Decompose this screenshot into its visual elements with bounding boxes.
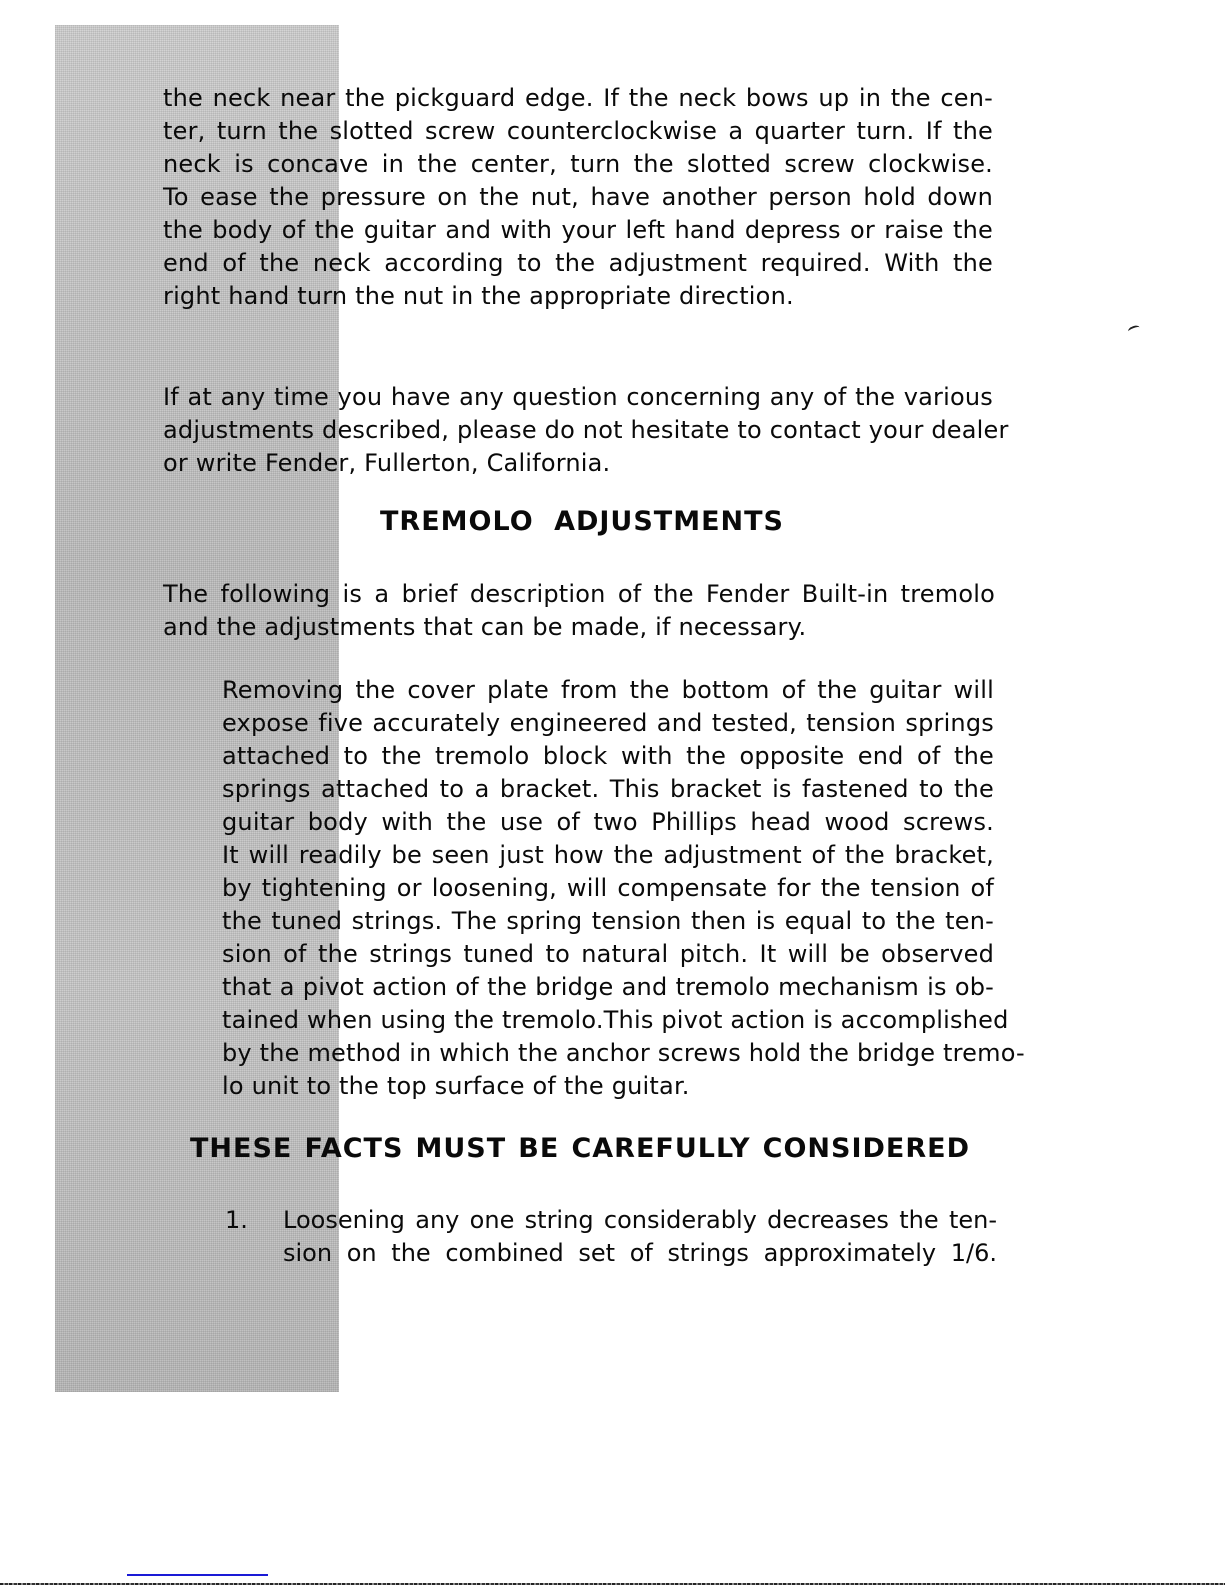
- text-line: springs attached to a bracket. This bracket is fastened to the: [222, 775, 994, 803]
- text-line: or write Fender, Fullerton, California.: [163, 449, 611, 477]
- text-line: right hand turn the nut in the appropriate direction.: [163, 282, 794, 310]
- paragraph-tremolo-springs: [222, 674, 1025, 1103]
- text-line: expose five accurately engineered and tested, tension springs: [222, 709, 994, 737]
- text-line: and the adjustments that can be made, if necessary.: [163, 613, 807, 641]
- text-line: end of the neck according to the adjustment required. With the: [163, 249, 993, 277]
- text-line: The following is a brief description of the Fender Built-in tremolo: [163, 580, 995, 608]
- text-line: the tuned strings. The spring tension then is equal to the ten-: [222, 907, 994, 935]
- stray-pen-mark: [1127, 324, 1141, 335]
- paragraph-neck-adjustment: [163, 82, 993, 313]
- text-line: Loosening any one string considerably decreases the ten-: [283, 1206, 997, 1234]
- text-line: the neck near the pickguard edge. If the neck bows up in the cen-: [163, 84, 993, 112]
- text-line: It will readily be seen just how the adjustment of the bracket,: [222, 841, 994, 869]
- text-line: sion of the strings tuned to natural pitch. It will be observed: [222, 940, 994, 968]
- section-heading-tremolo-adjustments: TREMOLO ADJUSTMENTS: [380, 506, 784, 537]
- text-line: sion on the combined set of strings approximately 1/6.: [283, 1239, 997, 1267]
- text-line: tained when using the tremolo.This pivot action is accomplished: [222, 1006, 1009, 1034]
- text-line: lo unit to the top surface of the guitar.: [222, 1072, 690, 1100]
- text-line: that a pivot action of the bridge and tremolo mechanism is ob-: [222, 973, 994, 1001]
- blue-underline-mark: [127, 1574, 268, 1576]
- text-line: by tightening or loosening, will compensate for the tension of: [222, 874, 994, 902]
- text-line: neck is concave in the center, turn the slotted screw clockwise.: [163, 150, 993, 178]
- text-line: the body of the guitar and with your left hand depress or raise the: [163, 216, 993, 244]
- paragraph-contact-dealer: [163, 381, 1009, 480]
- text-line: ter, turn the slotted screw counterclockwise a quarter turn. If the: [163, 117, 993, 145]
- section-heading-facts-considered: THESE FACTS MUST BE CAREFULLY CONSIDERED: [190, 1133, 970, 1164]
- list-number: 1.: [225, 1206, 248, 1234]
- list-item-text: [283, 1204, 997, 1270]
- text-line: adjustments described, please do not hesitate to contact your dealer: [163, 416, 1009, 444]
- text-line: To ease the pressure on the nut, have another person hold down: [163, 183, 993, 211]
- text-line: If at any time you have any question concerning any of the various: [163, 383, 993, 411]
- text-line: by the method in which the anchor screws hold the bridge tremo-: [222, 1039, 1025, 1067]
- text-line: guitar body with the use of two Phillips head wood screws.: [222, 808, 994, 836]
- paragraph-tremolo-intro: [163, 578, 995, 644]
- text-line: Removing the cover plate from the bottom of the guitar will: [222, 676, 994, 704]
- text-line: attached to the tremolo block with the opposite end of the: [222, 742, 994, 770]
